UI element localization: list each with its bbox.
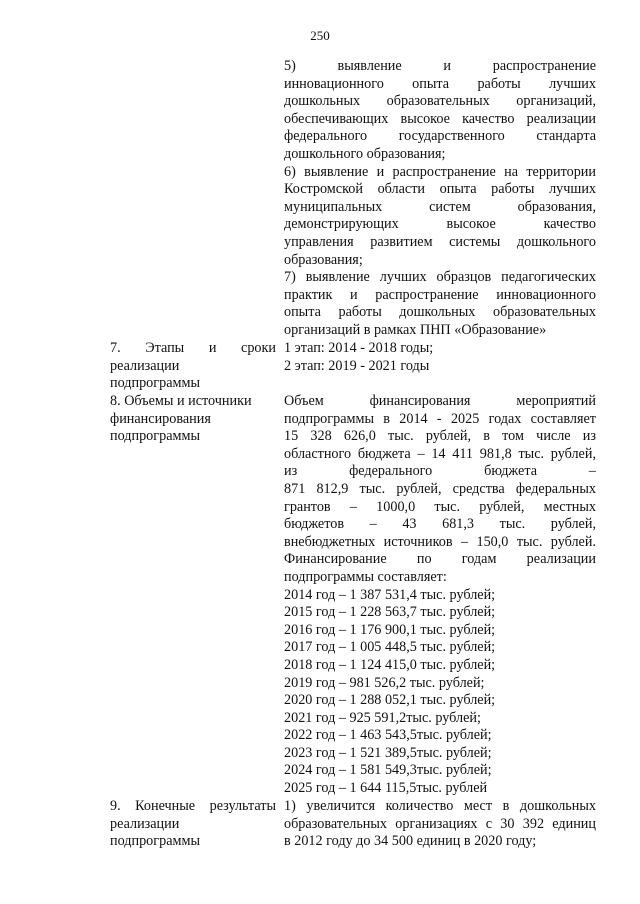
row-7-value-line: 1 этап: 2014 - 2018 годы; (284, 340, 434, 356)
row-8-label-line: подпрограммы (110, 428, 200, 445)
task-7-line: опыта работы дошкольных образовательных (284, 304, 596, 321)
year-funding-line: 2019 год – 981 526,2 тыс. рублей; (284, 674, 485, 691)
year-funding-line: 2020 год – 1 288 052,1 тыс. рублей; (284, 692, 496, 709)
task-5-line: федерального государственного стандарта (284, 128, 596, 145)
row-8-values (284, 393, 596, 798)
row-9-value-line: 1) увеличится количество мест в дошкольных (284, 798, 596, 814)
year-funding-line: 2018 год – 1 124 415,0 тыс. рублей; (284, 656, 496, 673)
year-funding-line: 2025 год – 1 644 115,5тыс. рублей (284, 780, 488, 797)
row-8-value-line: подпрограммы составляет: (284, 568, 447, 585)
task-6-line: управления развитием системы дошкольного (284, 233, 596, 250)
row-9-label (110, 798, 276, 851)
row-7-values (284, 340, 596, 375)
task-7-line: практик и распространение инновационного (284, 286, 596, 303)
row-8-value-line: 15 328 626,0 тыс. рублей, в том числе из (284, 428, 596, 445)
task-5-line: инновационного опыта работы лучших (284, 75, 596, 92)
year-funding-line: 2024 год – 1 581 549,3тыс. рублей; (284, 762, 492, 779)
year-funding-line: 2021 год – 925 591,2тыс. рублей; (284, 709, 481, 726)
task-5-line: дошкольных образовательных организаций, (284, 93, 596, 110)
task-6-line: муниципальных систем образования, (284, 198, 596, 215)
row-7-value-line: 2 этап: 2019 - 2021 годы (284, 357, 430, 374)
tasks-continuation (284, 58, 596, 340)
task-6-line: демонстрирующих высокое качество (284, 216, 596, 233)
row-7-label-line: реализации (110, 357, 180, 374)
row-8-value-line: внебюджетных источников – 150,0 тыс. рублей. (284, 533, 596, 550)
year-funding-line: 2014 год – 1 387 531,4 тыс. рублей; (284, 586, 496, 603)
row-8-label (110, 393, 276, 446)
year-funding-line: 2022 год – 1 463 543,5тыс. рублей; (284, 727, 492, 744)
task-7-line: 7) выявление лучших образцов педагогических (284, 269, 596, 286)
page-number: 250 (310, 28, 330, 43)
row-8-value-line: 871 812,9 тыс. рублей, средства федеральных (284, 480, 596, 497)
row-9-label-line: 9. Конечные результаты (110, 798, 276, 814)
row-8-label-line: 8. Объемы и источники (110, 393, 252, 409)
row-8-value-line: подпрограммы в 2014 - 2025 годах составляет (284, 410, 596, 427)
row-7-label-line: подпрограммы (110, 375, 200, 392)
row-8-value-line: областного бюджета – 14 411 981,8 тыс. рублей, (284, 445, 596, 462)
task-5-line: обеспечивающих высокое качество реализации (284, 110, 596, 127)
row-8-value-line: грантов – 1000,0 тыс. рублей, местных (284, 498, 596, 515)
row-8-value-line: из федерального бюджета – (284, 463, 596, 480)
row-9-label-line: реализации (110, 815, 180, 832)
task-6-line: образования; (284, 251, 363, 268)
task-6-line: 6) выявление и распространение на территории (284, 163, 596, 180)
row-8-value-line: Финансирование по годам реализации (284, 551, 596, 568)
year-funding-line: 2023 год – 1 521 389,5тыс. рублей; (284, 744, 492, 761)
task-6-line: Костромской области опыта работы лучших (284, 181, 596, 198)
task-5-line: 5) выявление и распространение (284, 58, 596, 74)
row-8-value-line: бюджетов – 43 681,3 тыс. рублей, (284, 516, 596, 533)
year-funding-line: 2017 год – 1 005 448,5 тыс. рублей; (284, 639, 496, 656)
row-7-label (110, 340, 276, 393)
task-5-line: дошкольного образования; (284, 145, 446, 162)
row-9-values (284, 798, 596, 851)
year-funding-line: 2016 год – 1 176 900,1 тыс. рублей; (284, 621, 496, 638)
row-8-label-line: финансирования (110, 410, 211, 427)
row-9-label-line: подпрограммы (110, 833, 200, 850)
row-8-value-line: Объем финансирования мероприятий (284, 393, 596, 409)
row-7-label-line: 7. Этапы и сроки (110, 340, 276, 356)
row-9-value-line: в 2012 году до 34 500 единиц в 2020 году; (284, 833, 537, 850)
row-9-value-line: образовательных организациях с 30 392 единиц (284, 815, 596, 832)
task-7-line: организаций в рамках ПНП «Образование» (284, 321, 547, 338)
year-funding-line: 2015 год – 1 228 563,7 тыс. рублей; (284, 604, 496, 621)
